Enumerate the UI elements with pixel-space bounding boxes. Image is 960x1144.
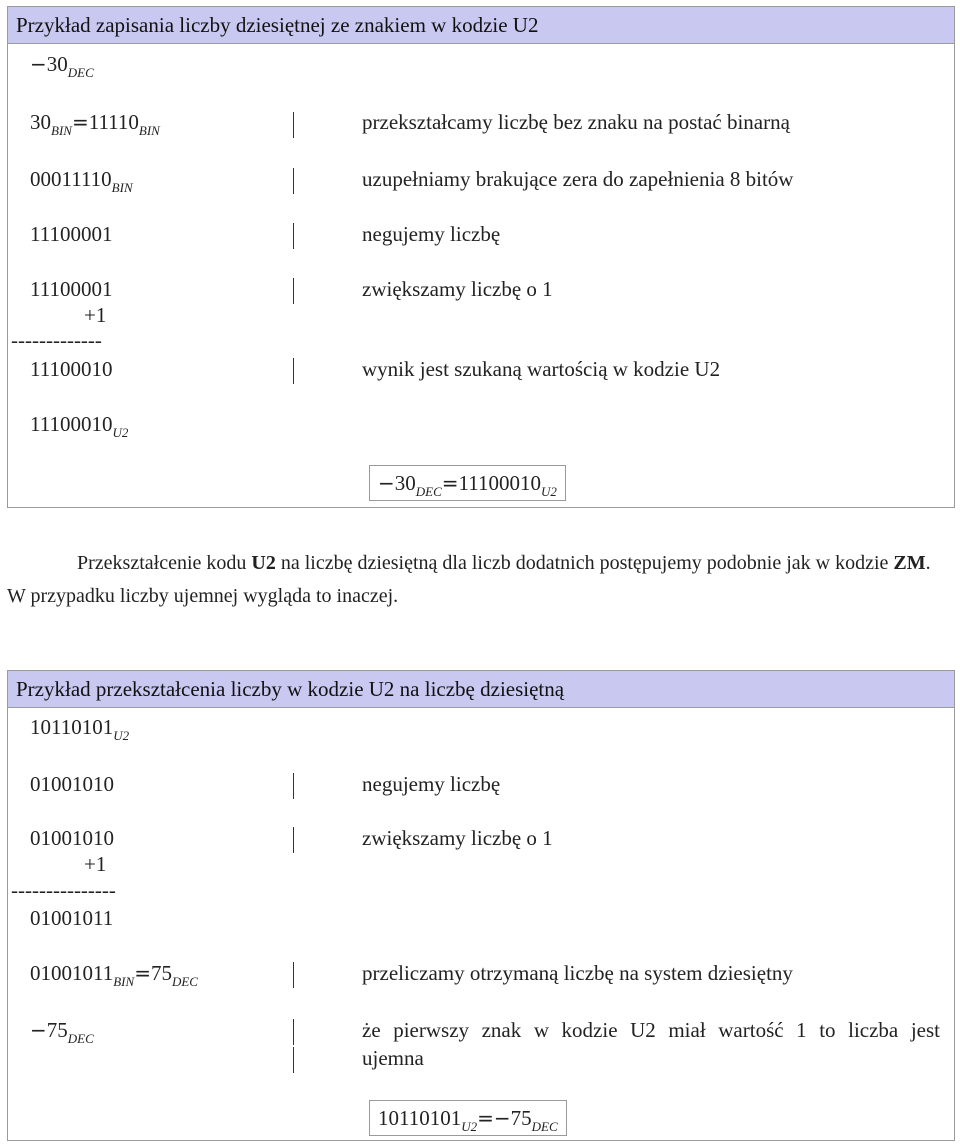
ex2-start-value — [30, 715, 129, 744]
ex2-row-0-value: 01001010 — [30, 772, 114, 796]
subscript: DEC — [171, 974, 198, 989]
ex2-row-1-value: 01001010 — [30, 826, 114, 850]
subscript: BIN — [51, 123, 72, 138]
ex1-row-3-note: zwiększamy liczbę o 1 — [362, 277, 553, 301]
subscript: DEC — [67, 1031, 94, 1046]
ex1-row-1-note: uzupełniamy brakujące zera do zapełnienia 8 bitów — [362, 167, 794, 191]
ex1-row-1-value — [30, 167, 133, 196]
minus-sign: − — [30, 1018, 47, 1042]
example1-box — [7, 6, 955, 508]
example1-title: Przykład zapisania liczby dziesiętnej ze znakiem w kodzie U2 — [8, 7, 954, 44]
subscript: DEC — [67, 65, 94, 80]
ex1-result-box — [369, 465, 566, 501]
equals-sign: = — [477, 1106, 494, 1130]
paragraph-bold: U2 — [251, 552, 276, 574]
value: 01001011 — [30, 961, 114, 985]
paragraph-text: . W przypadku liczby ujemnej wygląda to inaczej. — [7, 552, 931, 607]
minus-sign: − — [378, 471, 395, 495]
separator-bar — [293, 358, 294, 384]
ex2-result-box — [369, 1100, 567, 1136]
ex1-row-3-value: 11100001 — [30, 277, 113, 301]
ex2-row-6-note-cont: ujemna — [362, 1046, 424, 1070]
minus-sign: − — [30, 52, 47, 76]
ex2-row-4-value: 01001011 — [30, 906, 114, 930]
separator-bar — [293, 168, 294, 194]
ex1-row-0-value — [30, 110, 160, 139]
minus-sign: − — [493, 1106, 511, 1130]
ex1-row-6-note: wynik jest szukaną wartością w kodzie U2 — [362, 357, 721, 381]
equals-sign: = — [71, 110, 89, 134]
value: 10110101 — [30, 715, 114, 739]
ex1-row-6-value: 11100010 — [30, 357, 113, 381]
ex2-row-5-note: przeliczamy otrzymaną liczbę na system dziesiętny — [362, 961, 793, 985]
ex1-start-value — [30, 52, 94, 81]
ex2-row-6-note: że pierwszy znak w kodzie U2 miał wartość 1 to liczba jest — [362, 1018, 940, 1042]
value: 10110101 — [378, 1106, 462, 1130]
value: 11100010 — [458, 471, 541, 495]
subscript: BIN — [113, 974, 135, 989]
value: 75 — [510, 1106, 532, 1130]
paragraph-text: Przekształcenie kodu — [77, 552, 252, 574]
subscript: DEC — [415, 484, 442, 499]
example2-title: Przykład przekształcenia liczby w kodzie U2 na liczbę dziesiętną — [8, 671, 954, 708]
subscript: U2 — [113, 728, 130, 743]
ex2-row-1-note: zwiększamy liczbę o 1 — [362, 826, 553, 850]
subscript: U2 — [461, 1119, 478, 1134]
subscript: BIN — [111, 180, 133, 195]
value: 75 — [150, 961, 172, 985]
value: 30 — [30, 110, 51, 134]
subscript: BIN — [138, 123, 160, 138]
value: 30 — [394, 471, 416, 495]
subscript: U2 — [112, 425, 129, 440]
separator-bar — [293, 773, 294, 799]
equals-sign: = — [441, 471, 459, 495]
example2-box — [7, 670, 955, 1141]
value: 30 — [46, 52, 68, 76]
ex2-plus-one: +1 — [84, 852, 107, 876]
ex2-row-5-value — [30, 961, 198, 990]
ex2-dash-line: --------------- — [11, 878, 116, 902]
separator-bar — [293, 223, 294, 249]
explanation-paragraph — [7, 547, 953, 613]
equals-sign: = — [134, 961, 151, 985]
separator-bar — [293, 1019, 294, 1045]
subscript: U2 — [540, 484, 557, 499]
subscript: DEC — [531, 1119, 558, 1134]
separator-bar — [293, 278, 294, 304]
value: 11100010 — [30, 412, 113, 436]
value: 75 — [46, 1018, 68, 1042]
paragraph-bold: ZM — [893, 552, 926, 574]
ex1-row-2-note: negujemy liczbę — [362, 222, 501, 246]
value: 00011110 — [30, 167, 112, 191]
ex2-row-6-value — [30, 1018, 94, 1047]
ex2-row-0-note: negujemy liczbę — [362, 772, 501, 796]
ex1-row-7-value — [30, 412, 128, 441]
ex1-plus-one: +1 — [84, 303, 107, 327]
separator-bar — [293, 1047, 294, 1073]
separator-bar — [293, 112, 294, 138]
paragraph-text: na liczbę dziesiętną dla liczb dodatnich postępujemy podobnie jak w kodzie — [275, 552, 894, 574]
ex1-dash-line: ------------- — [11, 328, 102, 352]
ex1-row-2-value: 11100001 — [30, 222, 113, 246]
ex1-row-0-note: przekształcamy liczbę bez znaku na postać binarną — [362, 110, 790, 134]
separator-bar — [293, 962, 294, 988]
separator-bar — [293, 827, 294, 853]
value: 11110 — [88, 110, 139, 134]
